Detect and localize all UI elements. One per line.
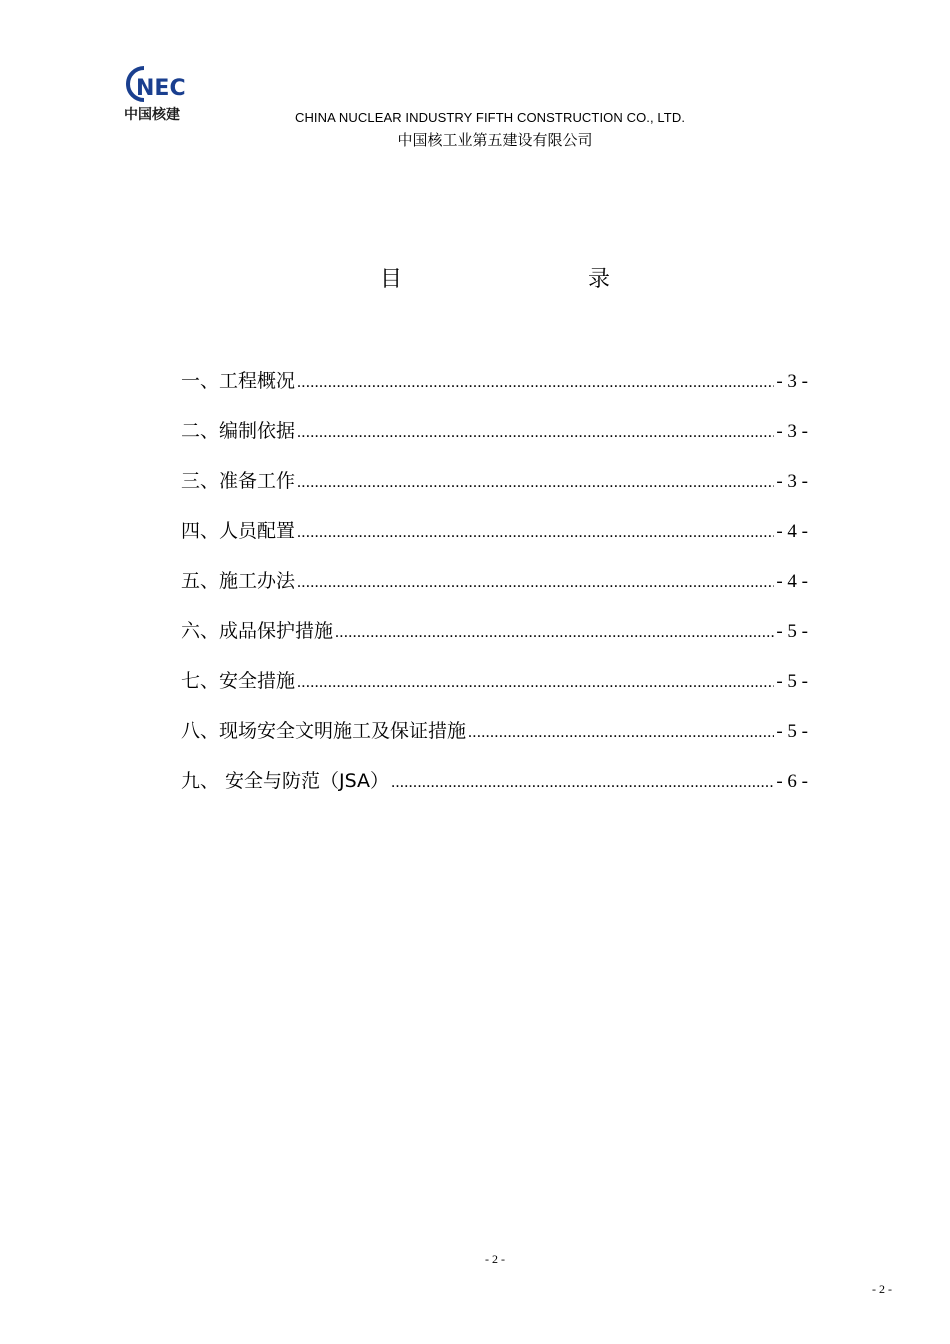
toc-entry-1[interactable] bbox=[181, 366, 808, 416]
toc-leader-dots bbox=[335, 624, 774, 642]
logo-chinese-text: 中国核建 bbox=[124, 107, 180, 123]
toc-leader-dots bbox=[297, 524, 774, 542]
toc-entry-page: - 4 - bbox=[776, 571, 808, 592]
toc-entry-label: 六、成品保护措施 bbox=[181, 620, 334, 642]
toc-entry-label: 八、现场安全文明施工及保证措施 bbox=[181, 720, 467, 742]
toc-entry-3[interactable] bbox=[181, 466, 808, 516]
toc-entry-page: - 4 - bbox=[776, 521, 808, 542]
toc-entry-label: 三、准备工作 bbox=[181, 470, 296, 492]
company-name-english: CHINA NUCLEAR INDUSTRY FIFTH CONSTRUCTION CO., LTD. bbox=[294, 110, 686, 125]
toc-leader-dots bbox=[297, 424, 774, 442]
toc-leader-dots bbox=[391, 774, 774, 792]
toc-entry-5[interactable] bbox=[181, 566, 808, 616]
toc-entry-label: 四、人员配置 bbox=[181, 520, 296, 542]
toc-entry-label: 一、工程概况 bbox=[181, 370, 296, 392]
toc-entry-page: - 3 - bbox=[776, 421, 808, 442]
toc-entry-page: - 3 - bbox=[776, 471, 808, 492]
toc-entry-page: - 3 - bbox=[776, 371, 808, 392]
toc-entry-page: - 5 - bbox=[776, 621, 808, 642]
corner-page-number: - 2 - bbox=[872, 1282, 892, 1296]
toc-leader-dots bbox=[297, 474, 774, 492]
footer-page-number: - 2 - bbox=[485, 1252, 505, 1266]
toc-entry-label: 二、编制依据 bbox=[181, 420, 296, 442]
toc-entry-4[interactable] bbox=[181, 516, 808, 566]
toc-title-right: 录 bbox=[587, 267, 610, 292]
toc-entry-6[interactable] bbox=[181, 616, 808, 666]
toc-list bbox=[181, 366, 808, 816]
cnec-logo-icon bbox=[124, 64, 186, 104]
toc-entry-7[interactable] bbox=[181, 666, 808, 716]
toc-title bbox=[380, 262, 610, 292]
toc-entry-page: - 5 - bbox=[776, 671, 808, 692]
logo-letters: NEC bbox=[136, 76, 186, 101]
toc-entry-label: 五、施工办法 bbox=[181, 570, 296, 592]
toc-title-left: 目 bbox=[380, 267, 403, 292]
toc-leader-dots bbox=[297, 374, 774, 392]
toc-entry-label: 九、 安全与防范（JSA） bbox=[181, 770, 390, 792]
toc-entry-2[interactable] bbox=[181, 416, 808, 466]
toc-leader-dots bbox=[468, 724, 774, 742]
toc-entry-9[interactable] bbox=[181, 766, 808, 816]
toc-entry-page: - 5 - bbox=[776, 721, 808, 742]
company-name-chinese: 中国核工业第五建设有限公司 bbox=[397, 131, 593, 149]
toc-entry-label: 七、安全措施 bbox=[181, 670, 296, 692]
toc-entry-8[interactable] bbox=[181, 716, 808, 766]
toc-leader-dots bbox=[297, 674, 774, 692]
toc-entry-page: - 6 - bbox=[776, 771, 808, 792]
toc-leader-dots bbox=[297, 574, 774, 592]
